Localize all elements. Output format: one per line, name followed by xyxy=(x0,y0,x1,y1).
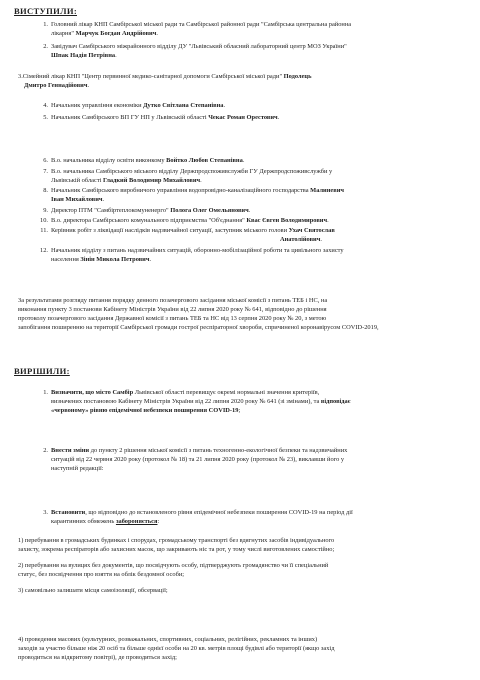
speaker-item-8-cont: Іван Михайлович. xyxy=(51,196,105,203)
speaker-item-10: 10. В.о. директора Самбірського комунального підприємства "Об'єднання" Квас Євген Володимирович. xyxy=(40,217,329,224)
speaker-name: Подолець xyxy=(283,73,312,80)
speaker-item-1-cont: лікарня" Марчук Богдан Андрійович. xyxy=(51,30,158,37)
decision-1: 1. Визначити, що місто Самбір Львівської області перевищує окремі нормальні значення критеріїв, xyxy=(43,389,320,396)
decision-2-line-3: наступній редакції: xyxy=(51,465,104,472)
ban-2-line-1: 2) перебування на вулицях без документів, що посвідчують особу, підтверджують громадянство чи її спеціальний xyxy=(18,562,329,569)
ban-4-line-1: 4) проведення масових (культурних, розважальних, спортивних, соціальних, релігійних, рекламних та інших) xyxy=(18,636,318,643)
decision-2-line-2: ситуацій від 22 червня 2020 року (протокол № 18) та 21 липня 2020 року (протокол № 23), виклавши його у xyxy=(51,456,345,463)
speaker-name: Гладкий Володимир Михайлович xyxy=(103,177,201,184)
speaker-name: Зінін Микола Петрович xyxy=(80,256,150,263)
ban-4-line-2: заходів за участю більше ніж 20 осіб та більше однієї особи на 20 кв. метрів площі будівлі або території (якщо захід xyxy=(18,645,335,652)
summary-line-2: виконання пункту 3 постанови Кабінету Міністрів України від 22 липня 2020 року № 641, відповідно до рішення xyxy=(18,306,327,313)
speaker-name: Іван Михайлович xyxy=(51,196,103,203)
speaker-name: Малиневич xyxy=(310,187,344,194)
speaker-item-2: 2. Завідувач Самбірського міжрайонного відділу ДУ "Львівський обласний лабораторний центр МОЗ України" xyxy=(43,43,347,50)
ban-1-line-1: 1) перебування в громадських будинках і спорудах, громадському транспорті без вдягнутих засобів індивідуального xyxy=(18,537,335,544)
ban-3-line-1: 3) самовільно залишати місця самоізоляції, обсервації; xyxy=(18,587,168,594)
summary-line-3: протоколу позачергового засідання Державної комісії з питань ТЕБ та НС від 13 серпня 2020 року № 20, з метою xyxy=(18,315,327,322)
speaker-name: Шпак Надія Петрівна xyxy=(51,52,116,59)
ban-1-line-2: захисту, зокрема респіраторів або захисних масок, що закривають ніс та рот, у тому числі виготовлених самостійно; xyxy=(18,546,335,553)
speaker-item-2-cont: Шпак Надія Петрівна. xyxy=(51,52,117,59)
summary-line-4: запобігання поширенню на території Самбірської громади гострої респіраторної хвороби, спричиненої коронавірусом COVID-2019, xyxy=(18,324,379,331)
decision-1-line-2: визначених постановою Кабінету Міністрів України від 22 липня 2020 року № 641 (зі змінами), та відповідає xyxy=(51,398,351,405)
decision-1-line-3: «червоному» рівню епідемічної небезпеки поширення COVID-19; xyxy=(51,407,241,414)
speaker-item-4: 4. Начальник управління економіки Дутко Світлана Степанівна. xyxy=(43,102,226,109)
decision-3-line-2: карантинних обмежень забороняється: xyxy=(51,518,160,525)
speaker-item-11: 11. Керівник робіт з ліквідації наслідків надзвичайної ситуації, заступник міського голови Ухач Святослав xyxy=(40,227,335,234)
decision-2: 2. Внести зміни до пункту 2 рішення міської комісії з питань техногенно-екологічної безпеки та надзвичайних xyxy=(43,447,348,454)
speaker-item-7-cont: Львівській області Гладкий Володимир Михайлович. xyxy=(51,177,202,184)
speaker-name: Дмитро Геннадійович xyxy=(24,82,88,89)
heading-vyrishyly: ВИРІШИЛИ: xyxy=(14,366,70,376)
speaker-name: Квас Євген Володимирович xyxy=(246,217,328,224)
heading-vystupyly: ВИСТУПИЛИ: xyxy=(14,6,77,16)
speaker-item-12: 12. Начальник відділу з питань надзвичайних ситуацій, оборонно-мобілізаційної роботи та цивільного захисту xyxy=(40,247,344,254)
speaker-item-5: 5. Начальник Самбірського ВП ГУ НП у Львівській області Чекас Роман Орестович. xyxy=(43,114,280,121)
speaker-name: Войтко Любов Степанівна xyxy=(166,157,243,164)
speaker-name: Чекас Роман Орестович xyxy=(208,114,278,121)
ban-4-line-3: проводиться на відкритому повітрі), де проводиться захід; xyxy=(18,654,177,661)
speaker-item-7: 7. В.о. начальника Самбірського міського відділу Держпродспоживслужби ГУ Держпродспоживслужби у xyxy=(43,168,333,175)
speaker-item-12-cont: населення Зінін Микола Петрович. xyxy=(51,256,152,263)
speaker-name: Полога Олег Омельянович xyxy=(170,207,249,214)
speaker-item-11-cont: Анатолійович. xyxy=(280,236,322,243)
speaker-name: Дутко Світлана Степанівна xyxy=(143,102,224,109)
speaker-item-6: 6. В.о. начальника відділу освіти виконкому Войтко Любов Степанівна. xyxy=(43,157,245,164)
speaker-name: Марчук Богдан Андрійович xyxy=(75,30,157,37)
speaker-item-3-cont: Дмитро Геннадійович. xyxy=(24,82,90,89)
summary-line-1: За результатами розгляду питання порядку денного позачергового засідання міської комісії з питань ТЕБ і НС, на xyxy=(18,297,328,304)
decision-3: 3. Встановити, що відповідно до встановленого рівня епідемічної небезпеки поширення COVID-19 на період дії xyxy=(43,509,353,516)
speaker-item-9: 9. Директор ПТМ "Самбіртеплокомуненерго" Полога Олег Омельянович. xyxy=(43,207,251,214)
speaker-item-8: 8. Начальник Самбірського виробничого управління водопровідно-каналізаційного господарства Малиневич xyxy=(43,187,344,194)
speaker-name: Анатолійович xyxy=(280,236,321,243)
ban-2-line-2: статус, без посвідчення про взяття на облік бездомної особи; xyxy=(18,571,185,578)
speaker-name: Ухач Святослав xyxy=(288,227,335,234)
speaker-item-1: 1. Головний лікар КНП Самбірської міської ради та Самбірської районної ради "Самбірська центральна районна xyxy=(43,21,352,28)
speaker-item-3: 3.Сімейний лікар КНП "Центр первинної медико-санітарної допомоги Самбірської міської ради" Подолець xyxy=(18,73,312,80)
